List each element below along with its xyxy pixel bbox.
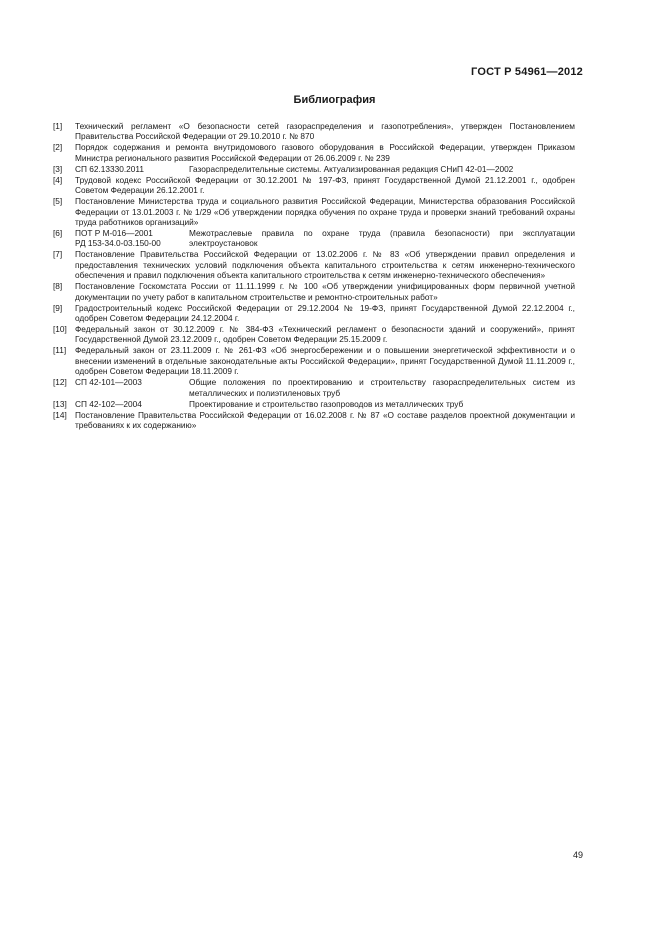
bibliography-entry-9 xyxy=(53,303,575,324)
entry-text: Порядок содержания и ремонта внутридомового газового оборудования в Российской Федерации, утвержден Приказом Министра регионального развития Российской Федерации от 26.06.2009 г. № 239 xyxy=(75,142,575,163)
entry-number: [7] xyxy=(53,249,63,260)
entry-code: СП 42-101—2003 xyxy=(75,377,142,388)
entry-number: [3] xyxy=(53,163,63,174)
entry-text: Постановление Правительства Российской Федерации от 13.02.2006 г. № 83 «Об утверждении правил определения и предоставления технических условий подключения объекта капитального строительства к сетям инженерно-технического обеспечения и правил подключения объекта капитального строительства к сетям инженерно-технического обеспечения» xyxy=(75,249,575,281)
page-number: 49 xyxy=(572,850,583,860)
entry-code: ПОТ Р М-016—2001 xyxy=(75,228,153,239)
entry-code: РД 153-34.0-03.150-00 xyxy=(75,238,161,249)
entry-number: [14] xyxy=(53,409,67,420)
entry-text: Градостроительный кодекс Российской Федерации от 29.12.2004 № 19-ФЗ, принят Государственной Думой 22.12.2004 г., одобрен Советом Федерации 24.12.2004 г. xyxy=(75,302,575,324)
entry-description: Газораспределительные системы. Актуализированная редакция СНиП 42-01—2002 xyxy=(189,163,514,174)
bibliography-entry-2 xyxy=(53,142,575,163)
entry-number: [9] xyxy=(53,302,63,313)
section-title: Библиография xyxy=(293,94,376,106)
entry-number: [13] xyxy=(53,398,67,409)
bibliography-entry-14 xyxy=(53,410,575,431)
entry-number: [1] xyxy=(53,121,63,131)
bibliography-entry-5 xyxy=(53,196,575,227)
entry-code: СП 42-102—2004 xyxy=(75,398,142,409)
entry-description: Проектирование и строительство газопроводов из металлических труб xyxy=(189,398,464,409)
entry-description: Межотраслевые правила по охране труда (правила безопасности) при эксплуатации электроустановок xyxy=(189,228,575,249)
entry-text: Технический регламент «О безопасности сетей газораспределения и газопотребления», утвержден Постановлением Правительства Российской Федерации от 29.10.2010 г. № 870 xyxy=(75,121,575,142)
entry-text: Федеральный закон от 30.12.2009 г. № 384-ФЗ «Технический регламент о безопасности зданий и сооружений», принят Государственной Думой 23.12.2009 г., одобрен Советом Федерации 25.15.2009 г. xyxy=(75,324,575,345)
entry-number: [5] xyxy=(53,196,63,207)
bibliography-entry-4 xyxy=(53,175,575,196)
entry-number: [2] xyxy=(53,142,63,153)
entry-text: Трудовой кодекс Российской Федерации от 30.12.2001 № 197-ФЗ, принят Государственной Думой 21.12.2001 г., одобрен Советом Федерации 26.12.2001 г. xyxy=(75,174,575,196)
entry-number: [12] xyxy=(53,377,67,388)
entry-number: [4] xyxy=(53,174,63,185)
entry-text: Федеральный закон от 23.11.2009 г. № 261-ФЗ «Об энергосбережении и о повышении энергетической эффективности и о внесении изменений в отдельные законодательные акты Российской Федерации», принят Государственной Думой 11.11.2009 г., одобрен Советом Федерации 18.11.2009 г. xyxy=(75,345,575,377)
entry-description: Общие положения по проектированию и строительству газораспределительных систем из металлических и полиэтиленовых труб xyxy=(189,377,575,398)
document-code: ГОСТ Р 54961—2012 xyxy=(471,66,583,78)
entry-number: [11] xyxy=(53,345,67,356)
bibliography-entry-11 xyxy=(53,345,575,376)
bibliography-entry-13 xyxy=(53,399,575,409)
entry-text: Постановление Правительства Российской Федерации от 16.02.2008 г. № 87 «О составе разделов проектной документации и требованиях к их содержанию» xyxy=(75,409,575,431)
bibliography-entry-7 xyxy=(53,249,575,280)
entry-code: СП 62.13330.2011 xyxy=(75,163,145,174)
bibliography-entry-12 xyxy=(53,377,575,398)
entry-number: [8] xyxy=(53,281,63,292)
bibliography-entry-1 xyxy=(53,121,575,142)
entry-number: [10] xyxy=(53,324,67,335)
entry-number: [6] xyxy=(53,228,63,239)
bibliography-entry-6 xyxy=(53,228,575,249)
bibliography-entry-10 xyxy=(53,324,575,345)
entry-text: Постановление Министерства труда и социального развития Российской Федерации, Министерства образования Российской Федерации от 13.01.2003 г. № 1/29 «Об утверждении порядка обучения по охране труда и проверки знаний требований охраны труда работников организаций» xyxy=(75,196,575,228)
bibliography-entry-8 xyxy=(53,281,575,302)
bibliography-entry-3 xyxy=(53,164,575,174)
bibliography-list xyxy=(53,121,575,431)
entry-text: Постановление Госкомстата России от 11.11.1999 г. № 100 «Об утверждении унифицированных форм первичной учетной документации по учету работ в капитальном строительстве и ремонтно-строительных работ» xyxy=(75,281,575,302)
